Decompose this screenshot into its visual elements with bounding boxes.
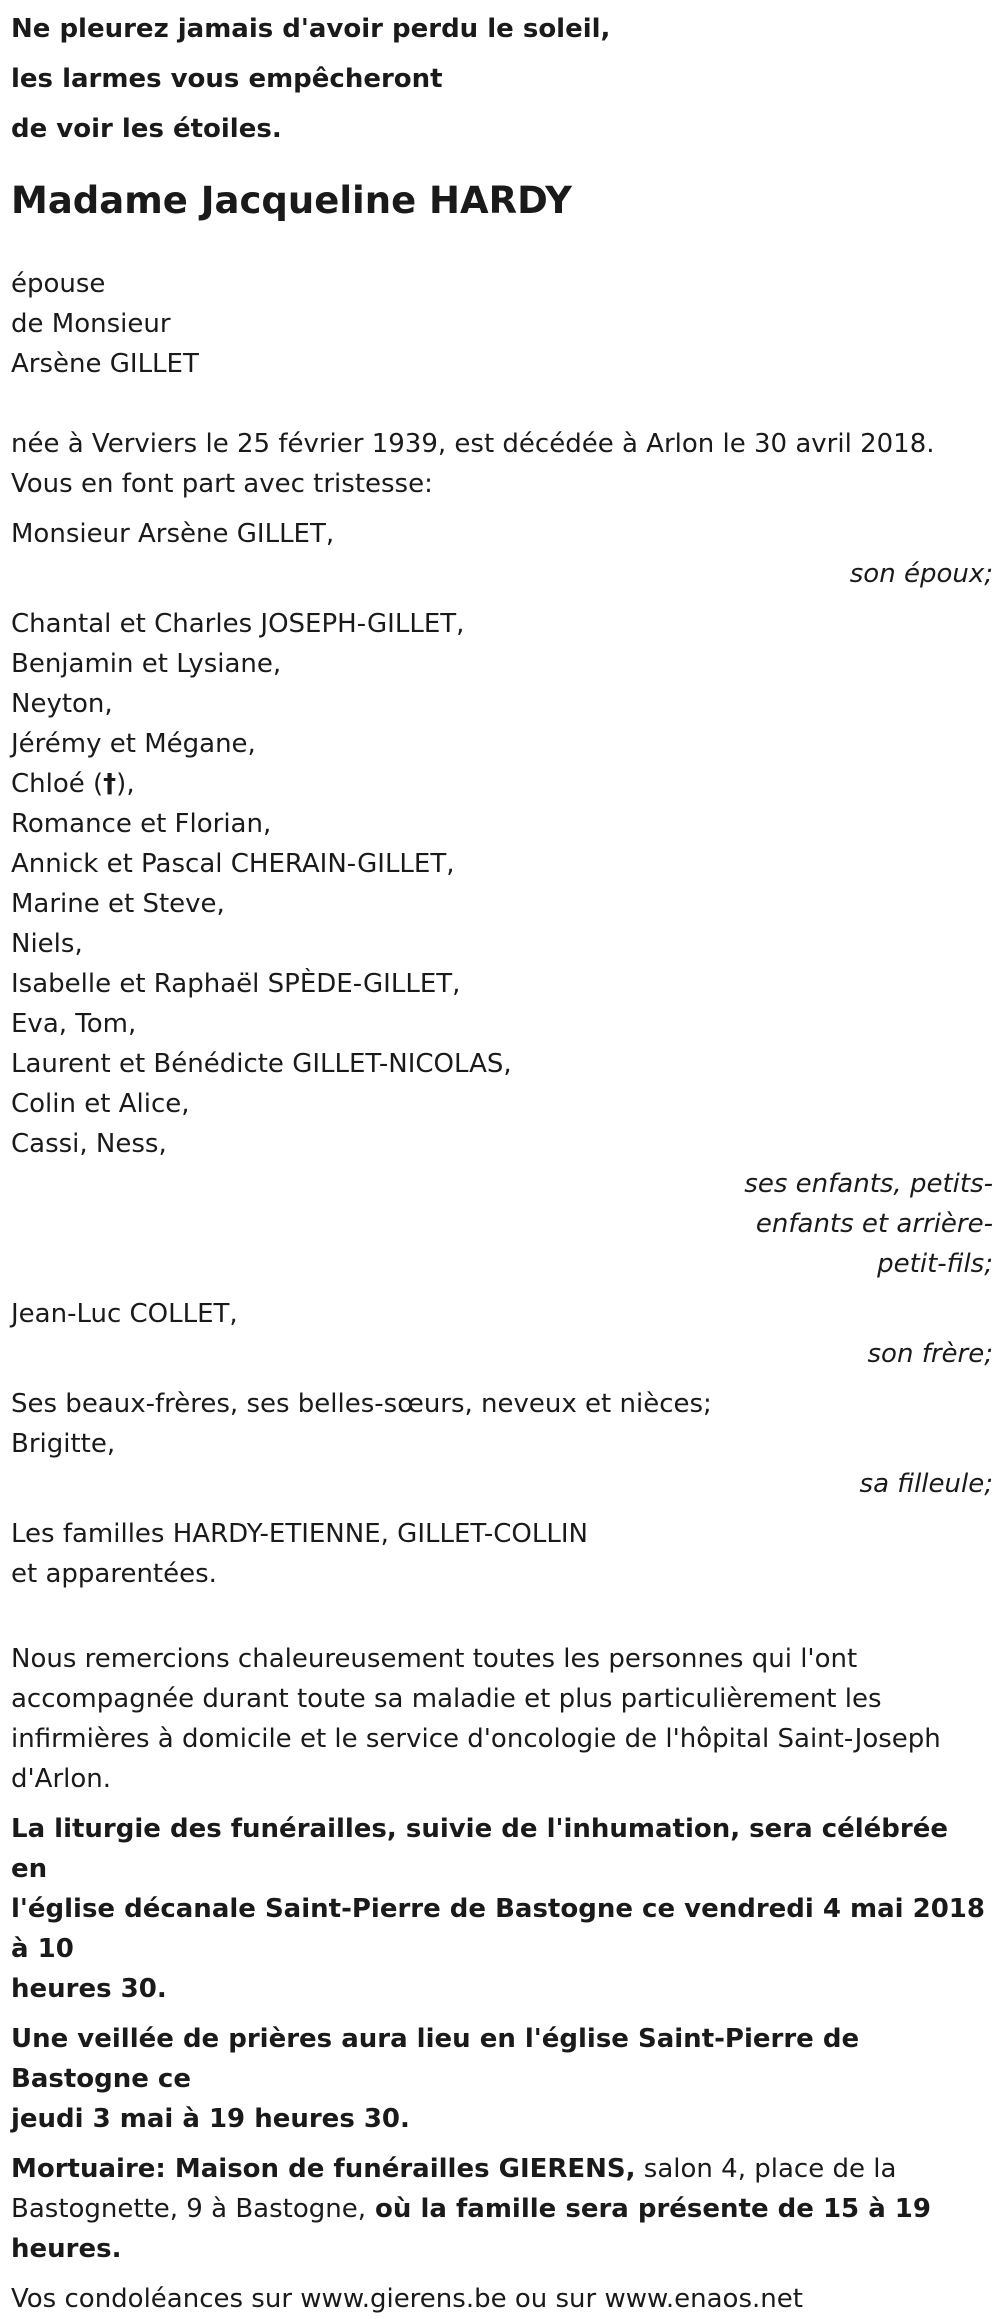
condolences-text: Vos condoléances sur www.gierens.be ou sur www.enaos.net xyxy=(11,2284,803,2314)
chloe-end: ), xyxy=(116,769,135,799)
announce-text: Vous en font part avec tristesse: xyxy=(11,469,433,499)
mortuary-paragraph xyxy=(11,2149,993,2269)
list-item: Colin et Alice, xyxy=(11,1089,190,1119)
families-line: Les familles HARDY-ETIENNE, GILLET-COLLIN xyxy=(11,1519,588,1549)
quote-line: les larmes vous empêcheront xyxy=(11,64,443,94)
mortuary-address-1: salon 4, place de la xyxy=(635,2154,897,2184)
families-block xyxy=(11,1514,993,1594)
brother-name: Jean-Luc COLLET, xyxy=(11,1299,238,1329)
husband-name: Monsieur Arsène GILLET, xyxy=(11,519,335,549)
mortuary-presence-end: heures. xyxy=(11,2234,122,2264)
vigil-line: jeudi 3 mai à 19 heures 30. xyxy=(11,2104,410,2134)
chloe-name: Chloé ( xyxy=(11,769,104,799)
list-item: Neyton, xyxy=(11,689,113,719)
spouse-line: épouse xyxy=(11,269,106,299)
cross-icon: † xyxy=(103,769,117,799)
brother-relation: son frère; xyxy=(867,1339,993,1369)
spouse-line: de Monsieur xyxy=(11,309,171,339)
thanks-paragraph xyxy=(11,1639,993,1799)
thanks-line: accompagnée durant toute sa maladie et plus particulièrement les xyxy=(11,1684,882,1714)
vigil-line: Une veillée de prières aura lieu en l'église Saint-Pierre de Bastogne ce xyxy=(11,2024,860,2094)
mortuary-presence: où la famille sera présente de 15 à 19 xyxy=(365,2194,931,2224)
mortuary-line xyxy=(11,2189,993,2229)
thanks-line: d'Arlon. xyxy=(11,1764,112,1794)
children-list xyxy=(11,604,993,1164)
list-item: Annick et Pascal CHERAIN-GILLET, xyxy=(11,849,455,879)
husband-relation: son époux; xyxy=(849,559,993,589)
funeral-line: La liturgie des funérailles, suivie de l'inhumation, sera célébrée en xyxy=(11,1814,948,1884)
list-item: Romance et Florian, xyxy=(11,809,272,839)
mortuary-address-2: Bastognette, 9 à Bastogne, xyxy=(11,2194,366,2224)
opening-quote xyxy=(11,4,993,154)
spouse-block xyxy=(11,264,993,384)
relation-line: petit-fils; xyxy=(877,1249,993,1279)
list-item: Eva, Tom, xyxy=(11,1009,137,1039)
spouse-line: Arsène GILLET xyxy=(11,349,199,379)
obituary-content xyxy=(11,4,993,2319)
list-item: Benjamin et Lysiane, xyxy=(11,649,282,679)
mortuary-label: Mortuaire: Maison de funérailles GIERENS, xyxy=(11,2154,636,2184)
thanks-line: infirmières à domicile et le service d'oncologie de l'hôpital Saint-Joseph xyxy=(11,1724,941,1754)
thanks-line: Nous remercions chaleureusement toutes les personnes qui l'ont xyxy=(11,1644,858,1674)
quote-line: Ne pleurez jamais d'avoir perdu le soleil, xyxy=(11,14,611,44)
children-relation xyxy=(743,1164,993,1284)
relation-line: enfants et arrière- xyxy=(755,1209,993,1239)
goddaughter-relation: sa filleule; xyxy=(859,1469,993,1499)
mortuary-line xyxy=(11,2149,993,2189)
families-line: et apparentées. xyxy=(11,1559,217,1589)
relation-line: ses enfants, petits- xyxy=(744,1169,993,1199)
in-laws-text: Ses beaux-frères, ses belles-sœurs, neveux et nièces; xyxy=(11,1389,712,1419)
funeral-paragraph xyxy=(11,1809,993,2009)
list-item: Niels, xyxy=(11,929,83,959)
funeral-line: l'église décanale Saint-Pierre de Bastogne ce vendredi 4 mai 2018 à 10 xyxy=(11,1894,985,1964)
list-item: Cassi, Ness, xyxy=(11,1129,167,1159)
list-item: Marine et Steve, xyxy=(11,889,225,919)
goddaughter-name: Brigitte, xyxy=(11,1429,116,1459)
quote-line: de voir les étoiles. xyxy=(11,114,282,144)
birth-death-text: née à Verviers le 25 février 1939, est décédée à Arlon le 30 avril 2018. xyxy=(11,429,935,459)
funeral-line: heures 30. xyxy=(11,1974,167,2004)
deceased-name: Madame Jacqueline HARDY xyxy=(11,179,572,222)
list-item: Jérémy et Mégane, xyxy=(11,729,256,759)
list-item xyxy=(11,764,993,804)
list-item: Isabelle et Raphaël SPÈDE-GILLET, xyxy=(11,969,461,999)
vigil-paragraph xyxy=(11,2019,993,2139)
list-item: Chantal et Charles JOSEPH-GILLET, xyxy=(11,609,465,639)
list-item: Laurent et Bénédicte GILLET-NICOLAS, xyxy=(11,1049,512,1079)
